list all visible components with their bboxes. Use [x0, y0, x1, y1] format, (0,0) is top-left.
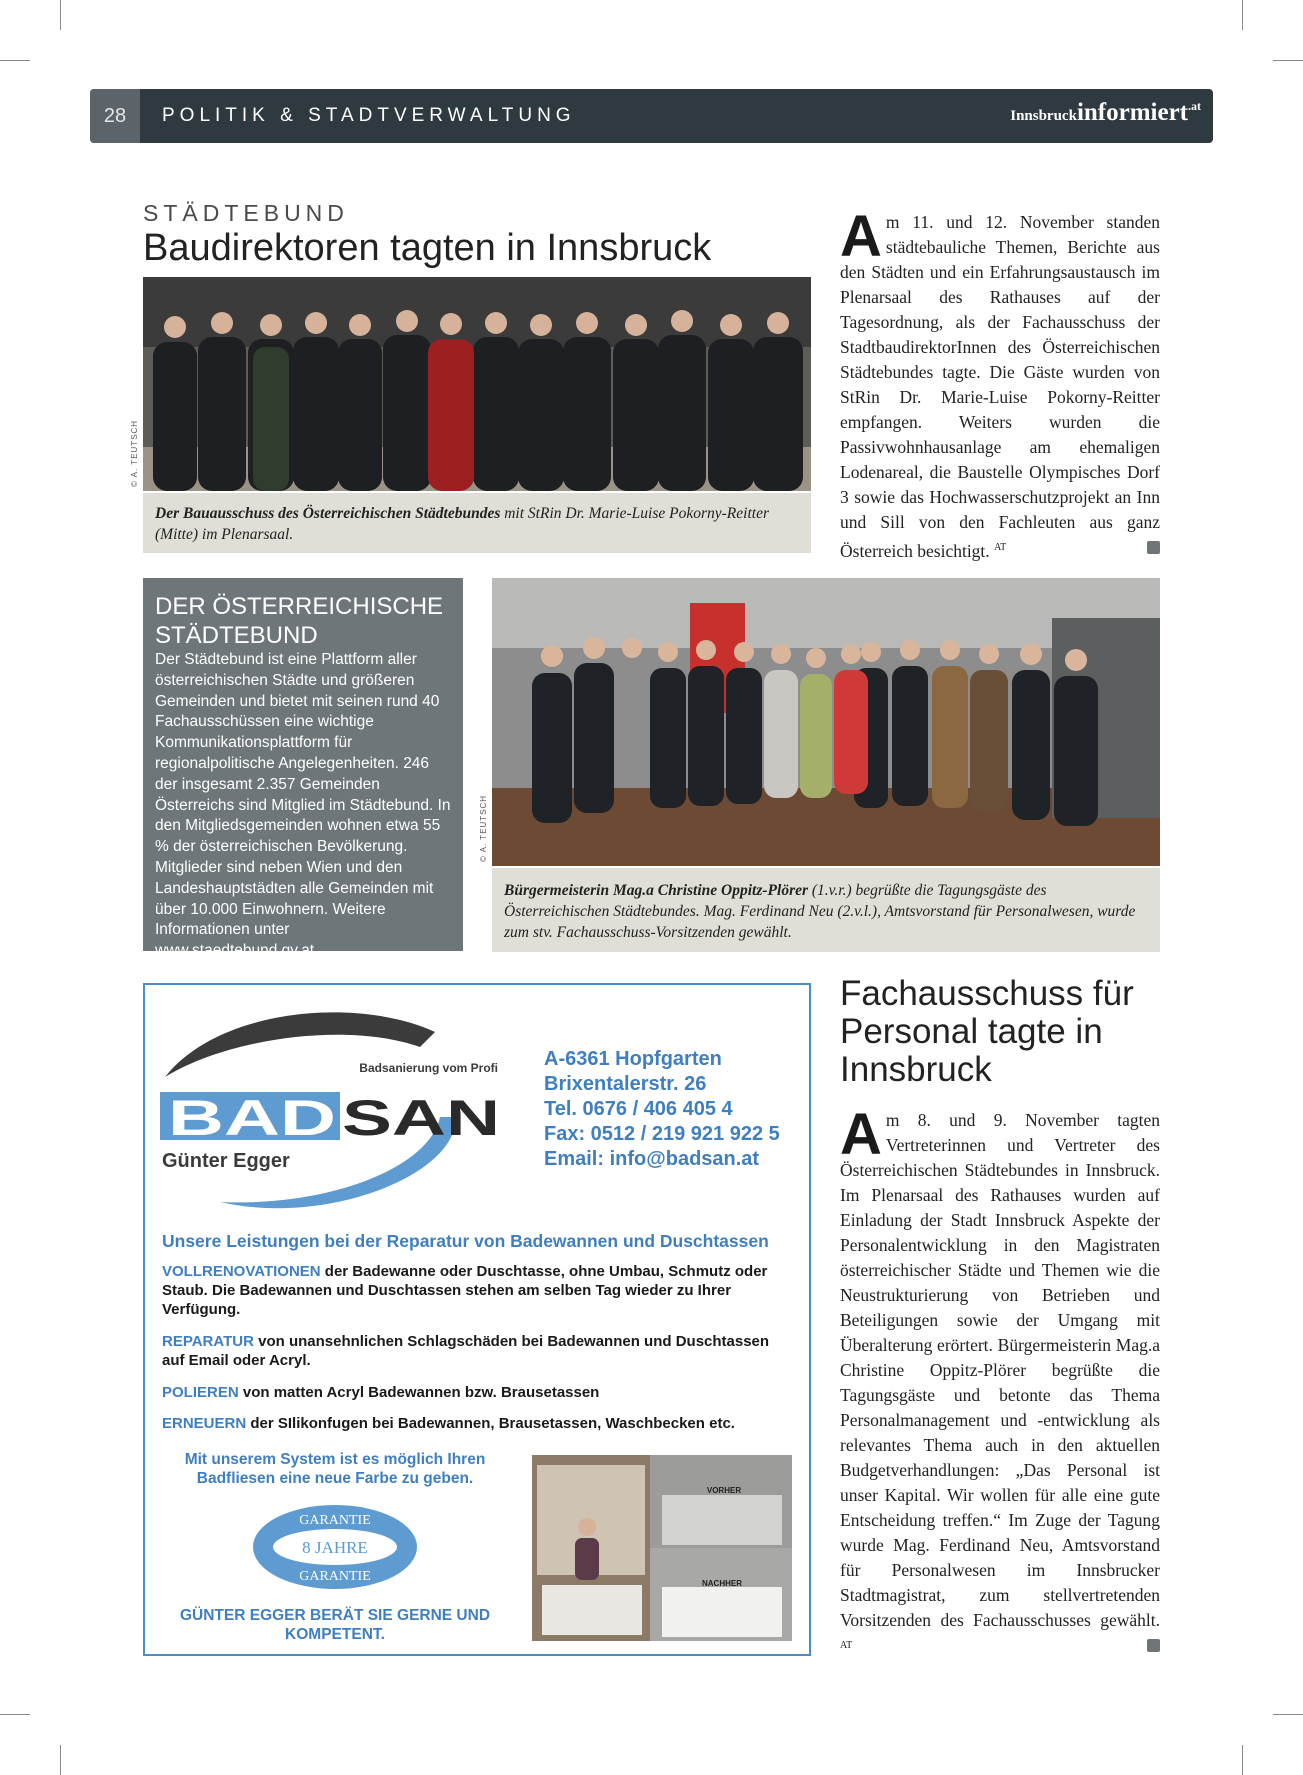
caption-text: (1.v.r.) begrüßte die Tagungsgäste des Österreichischen Städtebundes. Mag. Ferdinand Neu (2.v.l.), Amtsvorstand für Personalwesen, wurde zum stv. Fachausschuss-Vorsitzenden gewählt.	[504, 882, 1136, 941]
guarantee-top: GARANTIE	[299, 1513, 371, 1528]
photo-caption	[492, 868, 1160, 952]
info-box-text	[155, 650, 451, 962]
guarantee-seal	[250, 1502, 420, 1597]
advice-text: GÜNTER EGGER BERÄT SIE GERNE UND KOMPETENT.	[179, 1607, 491, 1643]
brand-suffix: .at	[1188, 99, 1201, 113]
group-photo-building-committee	[143, 277, 811, 491]
section-title: POLITIK & STADTVERWALTUNG	[162, 105, 576, 126]
service-text: von matten Acryl Badewannen bzw. Brausetassen	[238, 1384, 600, 1401]
logo-tagline: Badsanierung vom Profi	[359, 1061, 498, 1075]
service-item	[162, 1383, 792, 1402]
guarantee-bottom: GARANTIE	[299, 1569, 371, 1584]
end-mark-icon	[1147, 541, 1160, 554]
service-item	[162, 1414, 792, 1433]
crop-mark	[0, 1714, 30, 1715]
article-text: m 8. und 9. November tagten Vertreterinnen und Vertreter des Österreichischen Städtebundes in Innsbruck. Im Plenarsaal des Rathauses wurden auf Einladung der Stadt Innsbruck Aspekte der Personalentwicklung in den Magistraten österreichischer Städte und Themen wie die Neustrukturierung von Betrieben und Beteiligungen sowie der Umgang mit Überalterung erörtert. Bürgermeisterin Mag.a Christine Oppitz-Plörer begrüßte die Tagungsgäste und betonte das Thema Personalmanagement und -entwicklung als relevantes Thema auch in den aktuellen Budgetverhandlungen: „Das Personal ist unser Kapital. Wir wollen für alle eine gute Entscheidung treffen.“ Im Zuge der Tagung wurde Mag. Ferdinand Neu, Amtsvorstand für Personalwesen im Innsbrucker Stadtmagistrat, zum stellvertretenden Vorsitzenden des Fachausschusses gewählt.	[840, 1110, 1160, 1630]
badsan-advertisement	[143, 983, 811, 1656]
bathroom-photo	[532, 1455, 792, 1641]
contact-street: Brixentalerstr. 26	[544, 1073, 707, 1095]
brand-main: informiert	[1076, 99, 1188, 126]
brand-logo	[1010, 99, 1201, 127]
photo-credit: © A. TEUTSCH	[479, 794, 488, 862]
crop-mark	[60, 0, 61, 30]
services-title: Unsere Leistungen bei der Reparatur von Badewannen und Duschtassen	[162, 1231, 769, 1251]
article-title: Fachausschuss für Personal tagte in Innsbruck	[840, 974, 1134, 1089]
contact-block	[544, 1047, 780, 1172]
service-key: POLIEREN	[162, 1384, 239, 1401]
logo-word-bad: BAD	[168, 1090, 336, 1146]
caption-text: mit StRin Dr. Marie-Luise Pokorny-Reitter (Mitte) im Plenarsaal.	[155, 505, 769, 543]
drop-cap: A	[840, 1102, 882, 1167]
service-item	[162, 1262, 792, 1319]
crop-mark	[1273, 1714, 1303, 1715]
badsan-logo	[160, 997, 520, 1222]
caption-bold: Der Bauausschuss des Österreichischen Städtebundes	[155, 505, 501, 522]
info-box	[143, 578, 463, 960]
contact-fax: Fax: 0512 / 219 921 922 5	[544, 1123, 780, 1145]
service-key: ERNEUERN	[162, 1415, 247, 1432]
photo-credit: © A. TEUTSCH	[130, 419, 139, 487]
service-item	[162, 1332, 792, 1370]
author-sign: AT	[840, 1640, 853, 1651]
info-box-body: Der Städtebund ist eine Plattform aller österreichischen Städte und größeren Gemeinden und bietet mit seinen rund 40 Fachausschüssen eine wichtige Kommunikationsplattform für regionalpolitische Angelegenheiten. 246 der insgesamt 2.357 Gemeinden Österreichs sind Mitglied im Städtebund. In den Mitgliedsgemeinden wohnen etwa 55 % der österreichischen Bevölkerung. Mitglieder sind neben Wien und den Landeshauptstädten alle Gemeinden mit über 10.000 Einwohnern. Weitere Informationen unter	[155, 651, 451, 939]
crop-mark	[0, 60, 30, 61]
system-text: Mit unserem System ist es möglich Ihren Badfliesen eine neue Farbe zu geben.	[184, 1451, 486, 1487]
page-number: 28	[90, 89, 140, 143]
contact-phone: Tel. 0676 / 406 405 4	[544, 1098, 733, 1120]
service-key: VOLLRENOVATIONEN	[162, 1263, 321, 1280]
logo-word-san: SAN	[342, 1090, 500, 1146]
article-kicker: STÄDTEBUND	[143, 200, 349, 226]
staedtebund-link[interactable]: www.staedtebund.gv.at.	[155, 942, 319, 960]
after-label: NACHHER	[702, 1579, 742, 1588]
caption-bold: Bürgermeisterin Mag.a Christine Oppitz-Plörer	[504, 882, 809, 899]
photo-caption	[143, 493, 811, 553]
logo-owner: Günter Egger	[162, 1150, 290, 1172]
brand-prefix: Innsbruck	[1010, 108, 1077, 124]
article-body	[840, 204, 1160, 564]
info-box-heading: DER ÖSTERREICHISCHE STÄDTEBUND	[155, 593, 444, 649]
drop-cap: A	[840, 204, 882, 269]
service-text: der Badewanne oder Duschtasse, ohne Umbau, Schmutz oder Staub. Die Badewannen und Duschtassen stehen am selben Tag wieder zu Ihrer Verfügung.	[162, 1263, 768, 1318]
article-text: m 11. und 12. November standen städtebauliche Themen, Berichte aus den Städten und ein Erfahrungsaustausch im Plenarsaal des Rathauses auf der Tagesordnung, als der Fachausschuss der StadtbaudirektorInnen des Österreichischen Städtebundes tagte. Die Gäste wurden von StRin Dr. Marie-Luise Pokorny-Reitter empfangen. Weiters wurden die Passivwohnhausanlage am ehemaligen Lodenareal, die Baustelle Olympisches Dorf 3 sowie das Hochwasserschutzprojekt an Inn und Sill von den Fachleuten aus ganz Österreich besichtigt.	[840, 212, 1160, 561]
crop-mark	[1242, 1745, 1243, 1775]
contact-email[interactable]: Email: info@badsan.at	[544, 1148, 760, 1170]
service-text: von unansehnlichen Schlagschäden bei Badewannen und Duschtassen auf Email oder Acryl.	[162, 1333, 770, 1369]
service-text: der SIlikonfugen bei Badewannen, Brausetassen, Waschbecken etc.	[246, 1415, 735, 1432]
before-label: VORHER	[706, 1486, 742, 1495]
crop-mark	[1273, 60, 1303, 61]
service-key: REPARATUR	[162, 1333, 254, 1350]
page-header	[90, 89, 1213, 143]
crop-mark	[60, 1745, 61, 1775]
author-sign: AT	[994, 542, 1007, 553]
group-photo-personnel-committee	[492, 578, 1160, 866]
contact-city: A-6361 Hopfgarten	[544, 1048, 722, 1070]
article-title: Baudirektoren tagten in Innsbruck	[143, 227, 712, 269]
article-body	[840, 1102, 1160, 1662]
crop-mark	[1242, 0, 1243, 30]
end-mark-icon	[1147, 1639, 1160, 1652]
guarantee-years: 8 JAHRE	[302, 1538, 368, 1557]
